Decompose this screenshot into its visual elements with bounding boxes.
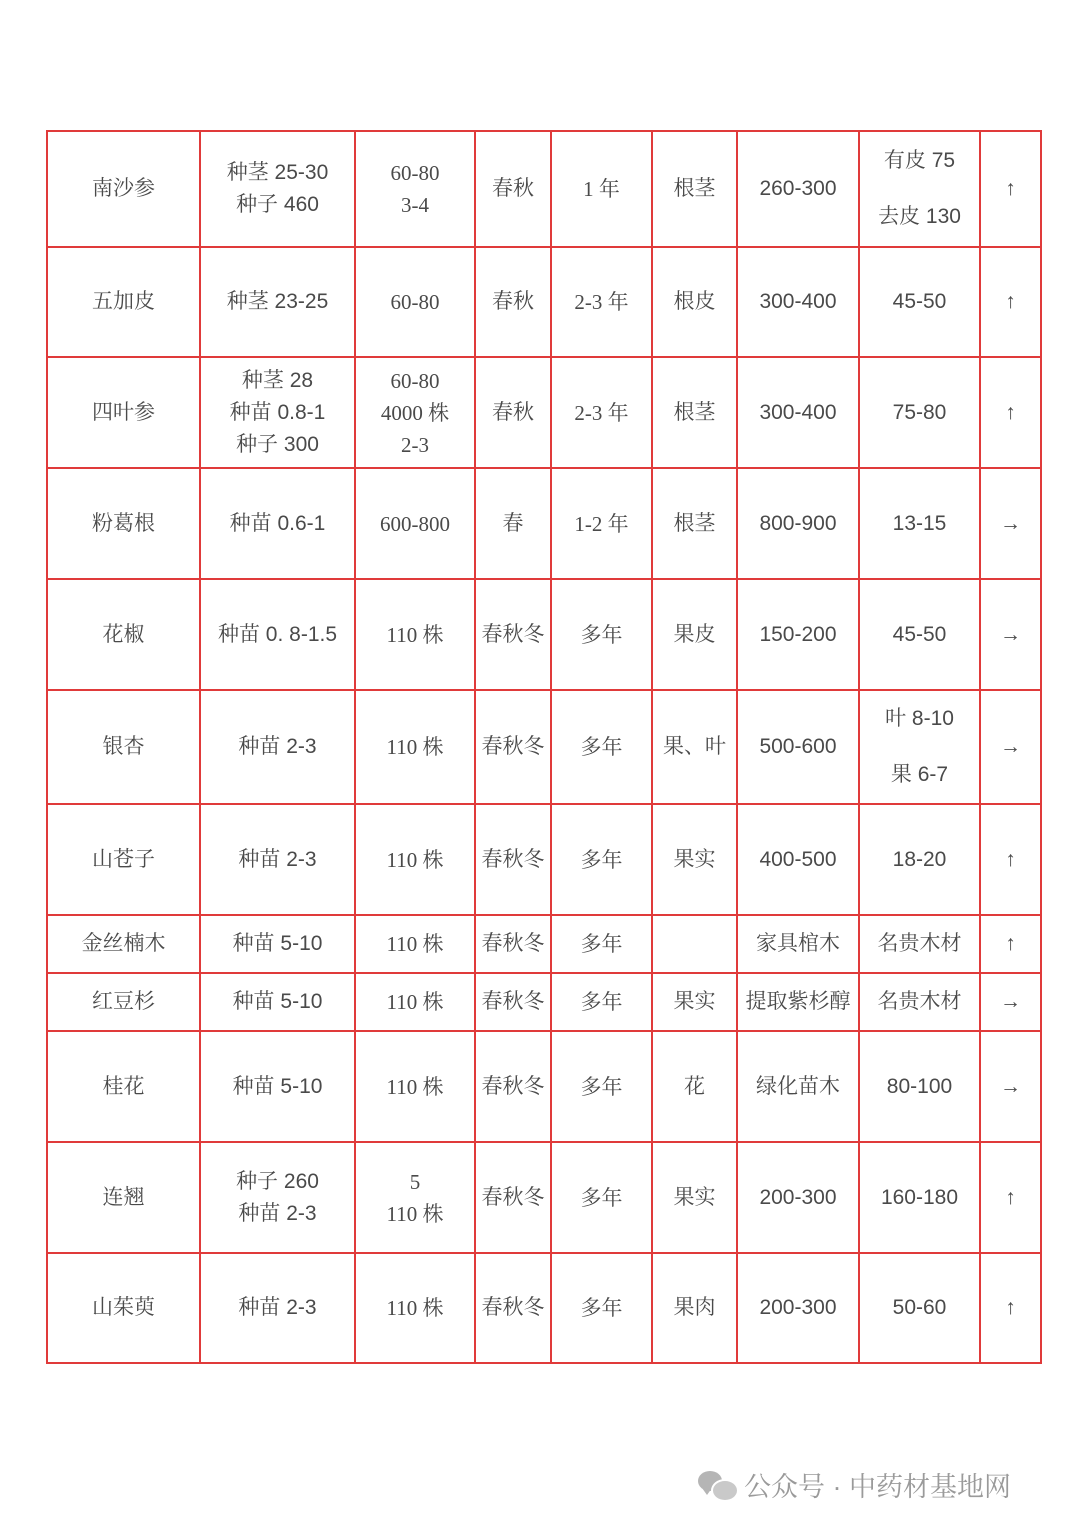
cell-price	[859, 357, 980, 468]
cell-density	[355, 973, 475, 1031]
cell-density	[355, 357, 475, 468]
wechat-icon	[698, 1469, 736, 1499]
table-row	[47, 690, 1041, 804]
cell-density-line: 3-4	[401, 193, 429, 217]
cell-price-line: 名贵木材	[877, 932, 962, 955]
cell-seedling-spec	[200, 915, 355, 973]
cell-seedling-spec-line: 种茎 23-25	[226, 290, 329, 313]
cell-name: 山苍子	[47, 804, 200, 915]
cell-seedling-spec	[200, 131, 355, 247]
cell-density-line: 600-800	[380, 511, 450, 536]
cell-medicinal-part: 根皮	[652, 247, 737, 357]
cell-density-line: 110 株	[386, 735, 444, 759]
cell-seedling-spec	[200, 357, 355, 468]
cell-yield: 260-300	[737, 131, 859, 247]
cell-season: 春秋	[475, 247, 551, 357]
cell-density-line: 60-80	[390, 290, 440, 314]
cell-density	[355, 1142, 475, 1253]
cell-yield: 500-600	[737, 690, 859, 804]
cell-price-line: 13-15	[892, 511, 947, 535]
cell-density-line: 110 株	[386, 1201, 444, 1226]
cell-medicinal-part: 果肉	[652, 1253, 737, 1363]
cell-price-line: 有皮 75	[883, 149, 956, 172]
cell-season: 春	[475, 468, 551, 579]
cell-season: 春秋	[475, 357, 551, 468]
cell-density	[355, 468, 475, 579]
cell-season: 春秋冬	[475, 1142, 551, 1253]
cell-trend: →	[980, 973, 1041, 1031]
cell-yield: 提取紫杉醇	[737, 973, 859, 1031]
cell-seedling-spec	[200, 973, 355, 1031]
cell-density-line: 2-3	[401, 432, 429, 457]
cell-growth-cycle: 多年	[551, 1253, 652, 1363]
cell-seedling-spec-line: 种苗 2-3	[238, 847, 317, 871]
cell-density-line: 4000 株	[380, 400, 450, 425]
cell-price	[859, 690, 980, 804]
cell-season: 春秋冬	[475, 973, 551, 1031]
cell-name: 桂花	[47, 1031, 200, 1142]
cell-price	[859, 973, 980, 1031]
cell-price	[859, 804, 980, 915]
cell-medicinal-part: 花	[652, 1031, 737, 1142]
cell-name: 四叶参	[47, 357, 200, 468]
cell-trend: ↑	[980, 1142, 1041, 1253]
cell-seedling-spec-line: 种苗 2-3	[238, 1201, 317, 1225]
cell-name: 金丝楠木	[47, 915, 200, 973]
cell-season: 春秋冬	[475, 804, 551, 915]
cell-seedling-spec	[200, 1253, 355, 1363]
cell-density	[355, 131, 475, 247]
cell-density-line: 60-80	[390, 161, 440, 185]
cell-price	[859, 1142, 980, 1253]
cell-seedling-spec-line: 种苗 0. 8-1.5	[217, 622, 338, 646]
cell-density-line: 110 株	[386, 847, 444, 872]
cell-price-line: 45-50	[892, 290, 947, 313]
cell-density-line: 60-80	[390, 368, 440, 393]
table-row	[47, 579, 1041, 690]
cell-season: 春秋冬	[475, 690, 551, 804]
cell-price	[859, 247, 980, 357]
table-row	[47, 973, 1041, 1031]
cell-trend: ↑	[980, 131, 1041, 247]
table-row	[47, 915, 1041, 973]
cell-price-line: 160-180	[880, 1185, 959, 1209]
cell-price	[859, 1031, 980, 1142]
cell-name: 粉葛根	[47, 468, 200, 579]
cell-growth-cycle: 多年	[551, 973, 652, 1031]
cell-price-line: 80-100	[886, 1074, 953, 1098]
cell-yield: 300-400	[737, 247, 859, 357]
cell-yield: 家具棺木	[737, 915, 859, 973]
cell-trend: ↑	[980, 1253, 1041, 1363]
cell-medicinal-part: 根茎	[652, 131, 737, 247]
cell-yield: 400-500	[737, 804, 859, 915]
cell-price-line: 名贵木材	[877, 990, 962, 1013]
cell-trend: →	[980, 468, 1041, 579]
cell-name: 花椒	[47, 579, 200, 690]
cell-density	[355, 247, 475, 357]
cell-seedling-spec-line: 种苗 2-3	[238, 1296, 317, 1319]
cell-season: 春秋冬	[475, 1253, 551, 1363]
cell-seedling-spec	[200, 690, 355, 804]
cell-medicinal-part: 果实	[652, 804, 737, 915]
table-row	[47, 1031, 1041, 1142]
cell-density-line: 110 株	[386, 990, 444, 1014]
cell-trend: ↑	[980, 247, 1041, 357]
cell-medicinal-part: 果、叶	[652, 690, 737, 804]
cell-density	[355, 804, 475, 915]
cell-price-line: 50-60	[892, 1296, 947, 1319]
cell-season: 春秋冬	[475, 579, 551, 690]
cell-price	[859, 915, 980, 973]
table-row	[47, 468, 1041, 579]
cell-name: 红豆杉	[47, 973, 200, 1031]
cell-growth-cycle: 1-2 年	[551, 468, 652, 579]
watermark-text: 公众号 · 中药材基地网	[744, 1471, 1011, 1502]
cell-season: 春秋	[475, 131, 551, 247]
cell-price-line: 去皮 130	[878, 205, 961, 228]
cell-seedling-spec-line: 种苗 5-10	[232, 990, 323, 1013]
cell-trend: ↑	[980, 357, 1041, 468]
cell-trend: ↑	[980, 804, 1041, 915]
table-row	[47, 1253, 1041, 1363]
cell-yield: 800-900	[737, 468, 859, 579]
cell-price	[859, 579, 980, 690]
cell-medicinal-part	[652, 915, 737, 973]
cell-seedling-spec-line: 种子 460	[236, 193, 319, 216]
cell-name: 五加皮	[47, 247, 200, 357]
cell-price-line: 75-80	[892, 400, 947, 424]
cell-density-line: 110 株	[386, 1074, 444, 1099]
cell-trend: →	[980, 579, 1041, 690]
cell-seedling-spec-line: 种茎 28	[241, 368, 314, 392]
cell-density	[355, 579, 475, 690]
cell-density	[355, 1253, 475, 1363]
cell-growth-cycle: 多年	[551, 1031, 652, 1142]
cell-medicinal-part: 果皮	[652, 579, 737, 690]
cell-price-line: 18-20	[892, 847, 947, 871]
cell-seedling-spec-line: 种苗 0.6-1	[229, 511, 326, 535]
cell-medicinal-part: 果实	[652, 973, 737, 1031]
cell-growth-cycle: 2-3 年	[551, 357, 652, 468]
cell-yield: 绿化苗木	[737, 1031, 859, 1142]
cell-seedling-spec	[200, 1031, 355, 1142]
cell-growth-cycle: 多年	[551, 1142, 652, 1253]
watermark	[698, 1462, 1011, 1506]
cell-density-line: 110 株	[386, 1296, 444, 1320]
cell-name: 银杏	[47, 690, 200, 804]
cell-density-line: 5	[409, 1169, 421, 1194]
cell-growth-cycle: 多年	[551, 804, 652, 915]
cell-seedling-spec-line: 种苗 5-10	[232, 1074, 323, 1098]
cell-growth-cycle: 多年	[551, 579, 652, 690]
cell-seedling-spec-line: 种苗 5-10	[232, 932, 323, 955]
cell-density	[355, 1031, 475, 1142]
cell-name: 南沙参	[47, 131, 200, 247]
cell-yield: 200-300	[737, 1142, 859, 1253]
cell-seedling-spec-line: 种茎 25-30	[226, 161, 329, 184]
cell-trend: →	[980, 1031, 1041, 1142]
cell-medicinal-part: 果实	[652, 1142, 737, 1253]
cell-trend: →	[980, 690, 1041, 804]
herb-table	[46, 130, 1042, 1364]
cell-seedling-spec	[200, 468, 355, 579]
cell-yield: 200-300	[737, 1253, 859, 1363]
cell-seedling-spec-line: 种子 260	[236, 1169, 319, 1193]
cell-seedling-spec	[200, 804, 355, 915]
cell-growth-cycle: 1 年	[551, 131, 652, 247]
cell-medicinal-part: 根茎	[652, 357, 737, 468]
cell-density	[355, 690, 475, 804]
cell-density-line: 110 株	[386, 622, 444, 647]
cell-trend: ↑	[980, 915, 1041, 973]
table-body	[47, 131, 1041, 1363]
cell-name: 连翘	[47, 1142, 200, 1253]
cell-season: 春秋冬	[475, 915, 551, 973]
cell-yield: 150-200	[737, 579, 859, 690]
cell-seedling-spec	[200, 247, 355, 357]
cell-price-line: 45-50	[892, 622, 947, 646]
cell-growth-cycle: 多年	[551, 690, 652, 804]
table-row	[47, 247, 1041, 357]
cell-season: 春秋冬	[475, 1031, 551, 1142]
table-row	[47, 357, 1041, 468]
cell-density-line: 110 株	[386, 932, 444, 956]
cell-seedling-spec	[200, 1142, 355, 1253]
table-row	[47, 131, 1041, 247]
cell-price	[859, 1253, 980, 1363]
cell-seedling-spec-line: 种苗 0.8-1	[229, 400, 326, 424]
cell-growth-cycle: 多年	[551, 915, 652, 973]
table-row	[47, 1142, 1041, 1253]
cell-price-line: 果 6-7	[890, 763, 949, 786]
cell-price	[859, 131, 980, 247]
cell-seedling-spec	[200, 579, 355, 690]
cell-name: 山茱萸	[47, 1253, 200, 1363]
table-row	[47, 804, 1041, 915]
cell-density	[355, 915, 475, 973]
cell-seedling-spec-line: 种苗 2-3	[238, 735, 317, 758]
cell-price-line: 叶 8-10	[885, 707, 954, 730]
cell-yield: 300-400	[737, 357, 859, 468]
cell-price	[859, 468, 980, 579]
cell-medicinal-part: 根茎	[652, 468, 737, 579]
cell-seedling-spec-line: 种子 300	[236, 432, 319, 456]
cell-growth-cycle: 2-3 年	[551, 247, 652, 357]
